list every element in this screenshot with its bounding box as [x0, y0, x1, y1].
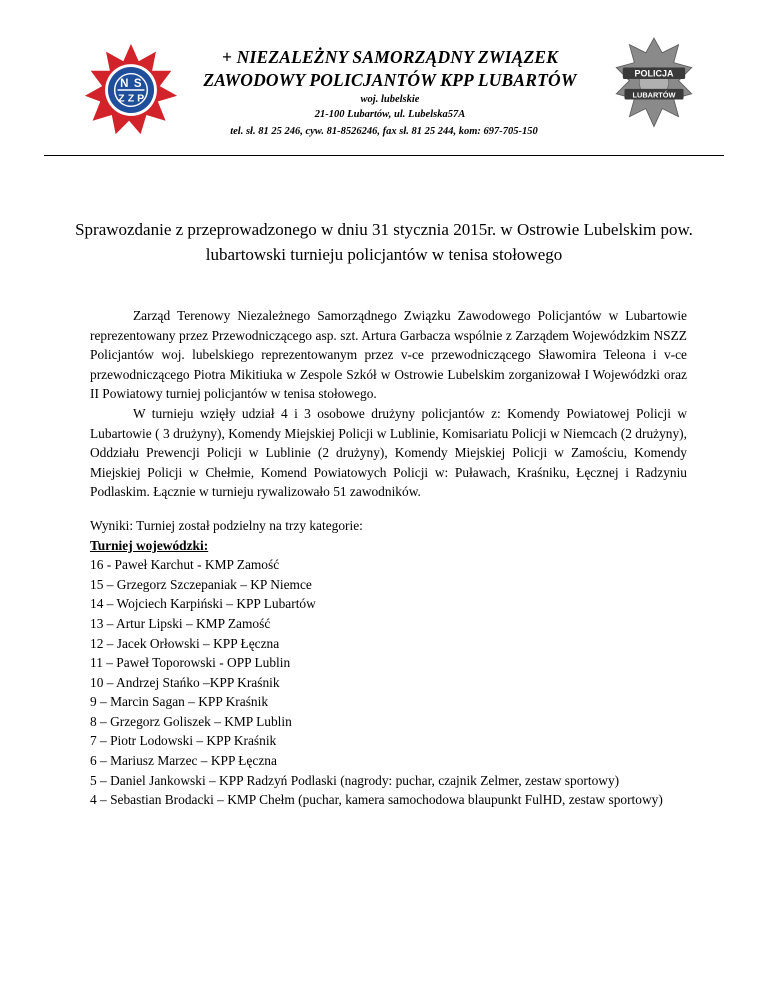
intro-paragraph: Zarząd Terenowy Niezależnego Samorządnego Związku Zawodowego Policjantów w Lubartowie reprezentowany przez Przewodniczącego asp. szt. Artura Garbacza wspólnie z Zarządem Wojewódzkim NSZZ Policjantów woj. lubelskiego reprezentowanym przez v-ce przewodniczącego Sławomira Teleona i v-ce przewodniczącego Piotra Mikitiuka w Zespole Szkół w Ostrowie Lubelskim zorganizował I Wojewódzki oraz II Powiatowy turniej policjantów w tenisa stołowego. [90, 308, 687, 402]
organization-header [170, 46, 610, 122]
list-item: 6 – Mariusz Marzec – KPP Łęczna [90, 753, 277, 769]
logo-letter: N [120, 78, 129, 91]
list-item: 14 – Wojciech Karpiński – KPP Lubartów [90, 596, 316, 612]
results-list [90, 555, 687, 810]
report-title: Sprawozdanie z przeprowadzonego w dniu 31 stycznia 2015r. w Ostrowie Lubelskim pow. lubartowski turnieju policjantów w tenisa stołowego [75, 220, 693, 264]
police-badge-icon [613, 34, 695, 138]
list-item: 5 – Daniel Jankowski – KPP Radzyń Podlaski (nagrody: puchar, czajnik Zelmer, zestaw sportowy) [90, 772, 620, 788]
logo-letter: S [133, 78, 142, 91]
list-item: 9 – Marcin Sagan – KPP Kraśnik [90, 694, 269, 710]
logo-letter: P [137, 92, 145, 105]
list-item: 15 – Grzegorz Szczepaniak – KP Niemce [90, 576, 312, 592]
list-item: 12 – Jacek Orłowski – KPP Łęczna [90, 635, 280, 651]
section-heading: Turniej wojewódzki: [90, 537, 209, 553]
teams-paragraph: W turnieju wzięły udział 4 i 3 osobowe drużyny policjantów z: Komendy Powiatowej Policji w Lubartowie ( 3 drużyny), Komendy Miejskiej Policji w Lublinie, Komisariatu Policji w Niemcach (2 drużyny), Oddziału Prewencji Policji w Lublinie (2 drużyny), Komendy Miejskiej Policji w Zamościu, Komendy Miejskiej Policji w Chełmie, Komend Powiatowych Policji w: Puławach, Kraśniku, Łęcznej i Radzyniu Podlaskim. Łącznie w turnieju rywalizowało 51 zawodników. [90, 405, 687, 500]
address: 21-100 Lubartów, ul. Lubelska57A [314, 109, 466, 120]
list-item: 10 – Andrzej Stańko –KPP Kraśnik [90, 674, 280, 690]
contact-info: tel. sł. 81 25 246, cyw. 81-8526246, fax sł. 81 25 244, kom: 697-705-150 [230, 126, 538, 137]
region: woj. lubelskie [360, 94, 420, 105]
organization-name-line2: ZAWODOWY POLICJANTÓW KPP LUBARTÓW [203, 70, 577, 90]
badge-text-bottom: LUBARTÓW [632, 90, 676, 100]
list-item: 8 – Grzegorz Goliszek – KMP Lublin [90, 713, 292, 729]
list-item: 13 – Artur Lipski – KMP Zamość [90, 615, 271, 631]
results-intro: Wyniki: Turniej został podzielny na trzy kategorie: [90, 517, 363, 533]
logo-letter: Z [127, 92, 135, 105]
letterhead [0, 0, 768, 160]
list-item: 7 – Piotr Lodowski – KPP Kraśnik [90, 733, 277, 749]
list-item: 16 - Paweł Karchut - KMP Zamość [90, 557, 280, 573]
list-item: 4 – Sebastian Brodacki – KMP Chełm (puchar, kamera samochodowa blaupunkt FulHD, zestaw sportowy) [90, 792, 663, 808]
report-body [90, 306, 687, 810]
organization-name-line1: + NIEZALEŻNY SAMORZĄDNY ZWIĄZEK [221, 47, 559, 67]
logo-letter: Z [118, 92, 125, 105]
badge-text-top: POLICJA [634, 68, 674, 79]
header-divider [44, 155, 724, 156]
list-item: 11 – Paweł Toporowski - OPP Lublin [90, 655, 291, 671]
